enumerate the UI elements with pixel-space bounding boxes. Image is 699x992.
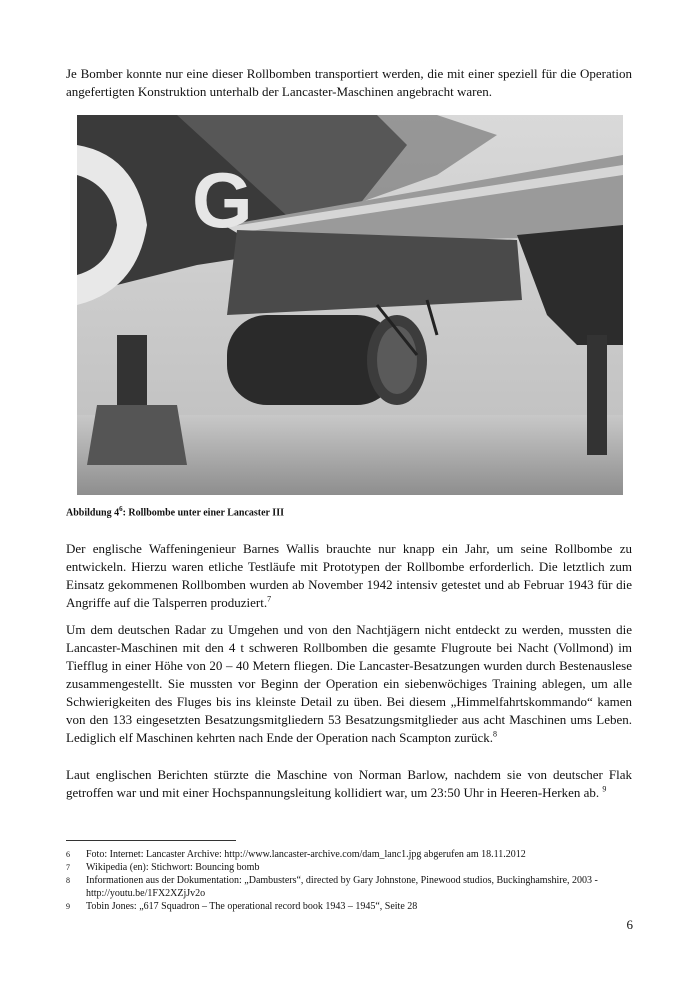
page-number: 6: [626, 917, 633, 932]
footnote-item: [66, 874, 632, 900]
caption-text: : Rollbombe unter einer Lancaster III: [122, 507, 284, 519]
lancaster-bomb-photo: [77, 115, 623, 495]
caption-prefix: Abbildung 4: [66, 507, 120, 519]
footnote-number: 9: [66, 902, 70, 911]
fuselage-letter: G: [192, 156, 253, 244]
footnote-text: Tobin Jones: „617 Squadron – The operational record book 1943 – 1945“, Seite 28: [86, 901, 418, 912]
footnote-text: Foto: Internet: Lancaster Archive: http://www.lancaster-archive.com/dam_lanc1.jpg abgerufen am 18.11.2012: [86, 849, 526, 860]
paragraph-mission: [66, 621, 632, 747]
footnote-number: 7: [66, 863, 70, 872]
paragraph-text: Laut englischen Berichten stürzte die Maschine von Norman Barlow, nachdem sie von deutscher Flak getroffen war und mit einer Hochspannungsleitung kollidiert war, um 23:50 Uhr in Heeren-Herken ab.: [66, 767, 632, 800]
paragraph-text: Um dem deutschen Radar zu Umgehen und von den Nachtjägern nicht entdeckt zu werden, mussten die Lancaster-Maschinen mit den 4 t schweren Rollbomben die gesamte Flugroute bei Nacht (Vollmond) im Tiefflug in einer Höhe von 20 – 40 Metern fliegen. Die Lancaster-Besatzungen wurden durch Bestenauslese zusammengestellt. Sie mussten vor Beginn der Operation ein siebenwöchiges Training ablegen, um alle Schwierigkeiten des Fluges bis ins kleinste Detail zu üben. Bei diesem „Himmelfahrtskommando“ kamen von den 133 eingesetzten Besatzungsmitgliedern 53 Besatzungsmitglieder aus acht Maschinen ums Leben. Lediglich elf Maschinen kehrten nach Ende der Operation nach Scampton zurück.: [66, 622, 632, 745]
figure-caption: [66, 505, 284, 518]
footnote-item: [66, 900, 632, 913]
caption-footnote-ref: 6: [119, 505, 123, 513]
footnote-text: Informationen aus der Dokumentation: „Dambusters“, directed by Gary Johnstone, Pinewood studios, Buckinghamshire, 2003 - http://youtu.be/1FX2XZjJv2o: [86, 875, 598, 899]
footnote-ref: 8: [493, 729, 498, 739]
intro-paragraph: Je Bomber konnte nur eine dieser Rollbomben transportiert werden, die mit einer speziell für die Operation angefertigten Konstruktion unterhalb der Lancaster-Maschinen angebracht waren.: [66, 66, 632, 99]
footnote-ref: 7: [267, 594, 272, 604]
paragraph-text: Der englische Waffeningenieur Barnes Wallis brauchte nur knapp ein Jahr, um seine Rollbombe zu entwickeln. Hierzu waren etliche Testläufe mit Prototypen der Rollbombe erforderlich. Die letztlich zum Einsatz gekommenen Rollbomben wurden ab November 1942 intensiv getestet und ab Februar 1943 für die Angriffe auf die Talsperren produziert.: [66, 541, 632, 610]
footnote-number: 8: [66, 876, 70, 885]
paragraph-crash: [66, 766, 632, 802]
footnote-divider: [66, 840, 236, 841]
footnote-item: [66, 861, 632, 874]
footnotes: [66, 848, 632, 913]
footnote-text: Wikipedia (en): Stichwort: Bouncing bomb: [86, 862, 260, 873]
photo-illustration: [77, 115, 623, 495]
footnote-number: 6: [66, 850, 70, 859]
paragraph-development: [66, 540, 632, 612]
footnote-item: [66, 848, 632, 861]
footnote-ref: 9: [602, 784, 607, 794]
